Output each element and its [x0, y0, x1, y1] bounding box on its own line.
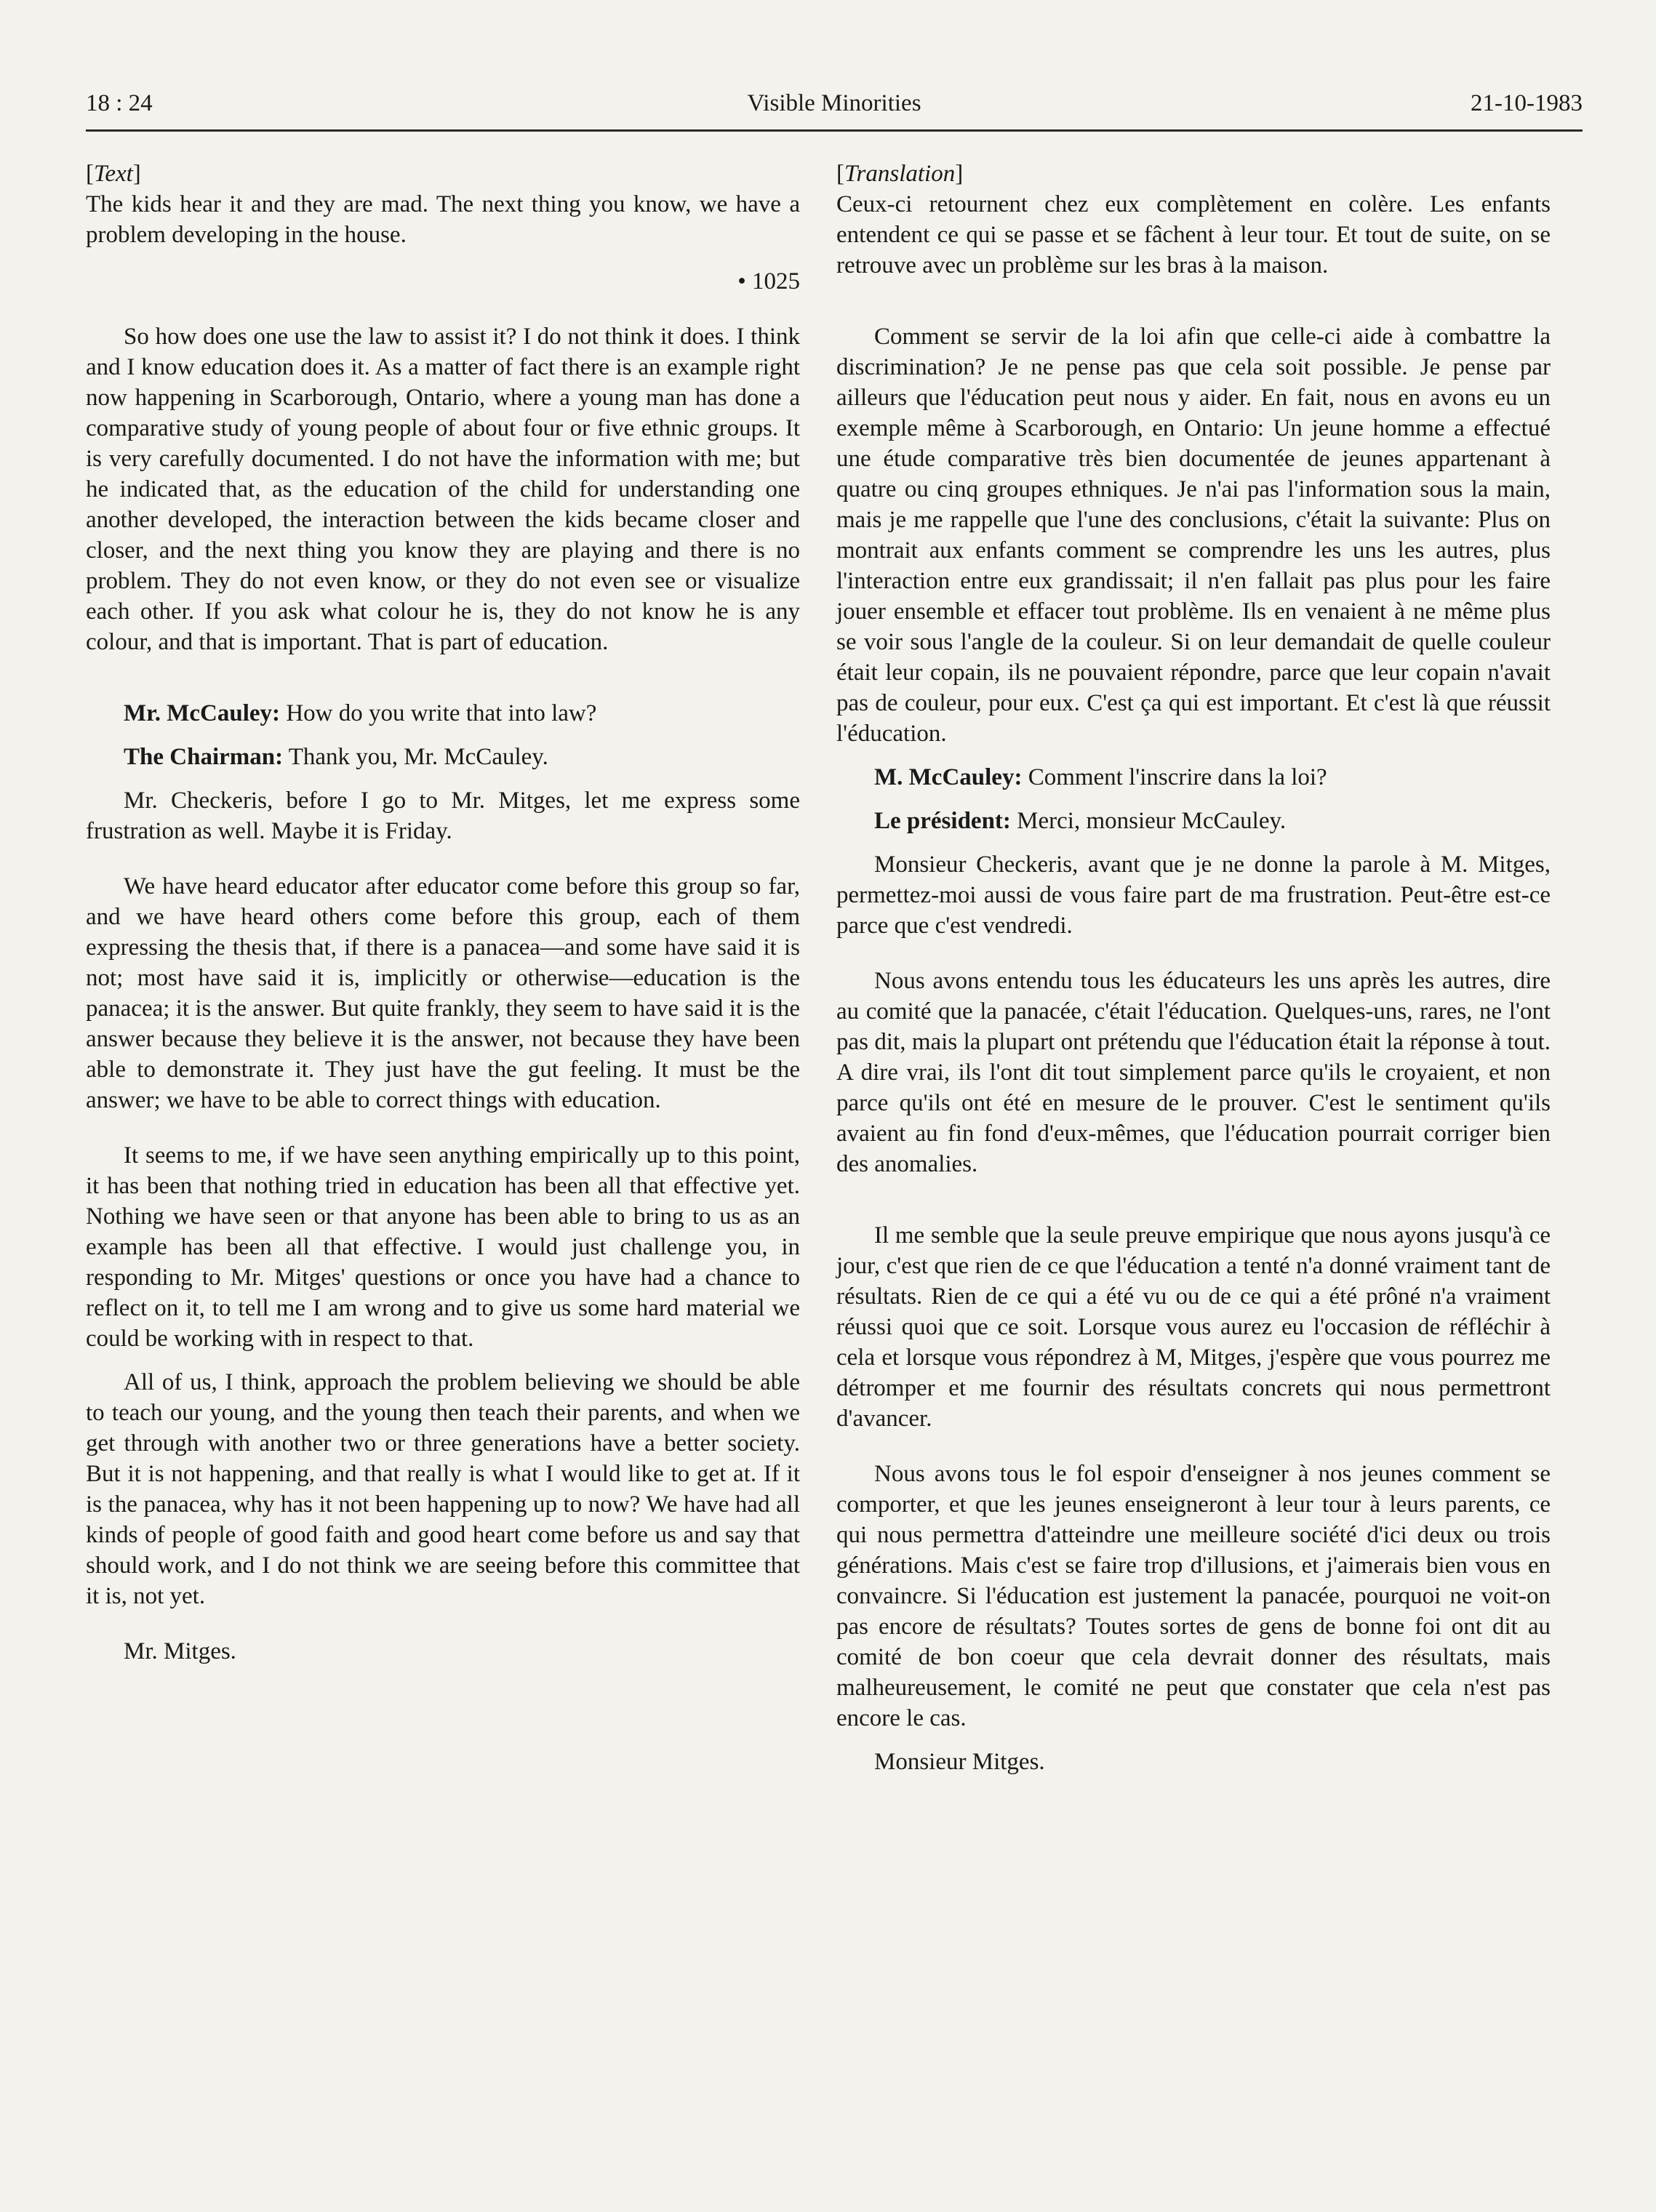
french-column: [836, 159, 1551, 1777]
paragraph: Mr. Checkeris, before I go to Mr. Mitges, let me express some frustration as well. Maybe it is Friday.: [86, 788, 800, 844]
english-column: [86, 159, 800, 1667]
speaker-name: Mr. McCauley:: [124, 700, 281, 726]
paragraph: Nous avons tous le fol espoir d'enseigner à nos jeunes comment se comporter, et que les jeunes enseigneront à leur tour à leurs parents, ce qui nous permettra d'atteindre une meilleure société d'ici deux ou trois générations. Mais c'est se faire trop d'illusions, et j'aimerais bien vous en convaincre. Si l'éducation est justement la panacée, pourquoi ne voit-on pas encore de résultats? Toutes sortes de gens de bonne foi ont dit au comité de bon coeur que cela devrait donner des résultats, mais malheureusement, le comité ne peut que constater que cela n'est pas encore le cas.: [836, 1461, 1551, 1731]
speaker-name: The Chairman:: [124, 744, 284, 770]
column-heading: [Translation]: [836, 161, 964, 187]
paragraph: We have heard educator after educator come before this group so far, and we have heard others come before this group, each of them expressing the thesis that, if there is a panacea—and some have said it is not; most have said it is, implicitly or otherwise—education is the panacea; it is the answer. But quite frankly, they seem to have said it is the answer because they believe it is the answer, not because they have been able to demonstrate it. They just have the gut feeling. It must be the answer; we have to be able to correct things with education.: [86, 873, 800, 1113]
page-date: 21-10-1983: [1471, 90, 1583, 116]
paragraph: Ceux-ci retournent chez eux complètement en colère. Les enfants entendent ce qui se passe et se fâchent à leur tour. Et tout de suite, on se retrouve avec un problème sur les bras à la maison.: [836, 191, 1551, 278]
page-header: [86, 87, 1583, 132]
paragraph: It seems to me, if we have seen anything empirically up to this point, it has been that nothing tried in education has been all that effective yet. Nothing we have seen or that anyone has been able to bring to us as an example has been all that effective. I would just challenge you, in responding to Mr. Mitges' questions or once you have had a chance to reflect on it, to tell me I am wrong and to give us some hard material we could be working with in respect to that.: [86, 1142, 800, 1352]
paragraph: The kids hear it and they are mad. The next thing you know, we have a problem developing in the house.: [86, 191, 800, 248]
speaker-line: Le président: Merci, monsieur McCauley.: [874, 808, 1287, 834]
speaker-line: Mr. McCauley: How do you write that into law?: [124, 700, 597, 726]
paragraph: Nous avons entendu tous les éducateurs les uns après les autres, dire au comité que la panacée, c'était l'éducation. Quelques-uns, rares, ne l'ont pas dit, mais la plupart ont prétendu que l'éducation était la réponse à tout. A dire vrai, ils l'ont dit tout simplement parce qu'ils le croyaient, et non parce qu'ils ont été en mesure de le prouver. C'est le sentiment qu'ils avaient au fin fond d'eux-mêmes, que l'éducation pourrait corriger bien des anomalies.: [836, 968, 1551, 1177]
paragraph: So how does one use the law to assist it? I do not think it does. I think and I know education does it. As a matter of fact there is an example right now happening in Scarborough, Ontario, where a young man has done a comparative study of young people of about four or five ethnic groups. It is very carefully documented. I do not have the information with me; but he indicated that, as the education of the child for understanding one another developed, the interaction between the kids became closer and closer, and the next thing you know they are playing and there is no problem. They do not even know, or they do not even see or visualize each other. If you ask what colour he is, they do not know he is any colour, and that is important. That is part of education.: [86, 324, 800, 655]
paragraph: Monsieur Mitges.: [874, 1749, 1045, 1775]
time-marker: • 1025: [737, 268, 800, 294]
paragraph: Mr. Mitges.: [124, 1638, 236, 1664]
paragraph: Monsieur Checkeris, avant que je ne donne la parole à M. Mitges, permettez-moi aussi de vous faire part de ma frustration. Peut-être est-ce parce que c'est vendredi.: [836, 851, 1551, 939]
column-heading: [Text]: [86, 161, 141, 187]
page-title: Visible Minorities: [747, 90, 921, 116]
speaker-line: M. McCauley: Comment l'inscrire dans la loi?: [874, 764, 1327, 790]
speaker-name: M. McCauley:: [874, 764, 1023, 790]
page-number: 18 : 24: [86, 90, 153, 116]
speaker-name: Le président:: [874, 808, 1011, 834]
paragraph: Comment se servir de la loi afin que celle-ci aide à combattre la discrimination? Je ne pense pas que cela soit possible. Je pense par ailleurs que l'éducation peut nous y aider. En fait, nous en avons eu un exemple même à Scarborough, en Ontario: Un jeune homme a effectué une étude comparative très bien documentée de jeunes appartenant à quatre ou cinq groupes ethniques. Je n'ai pas l'information sous la main, mais je me rappelle que l'une des conclusions, c'était la suivante: Plus on montrait aux enfants comment se comprendre les uns les autres, plus l'interaction entre eux grandissait; il n'en fallait pas plus pour les faire jouer ensemble et effacer tout problème. Ils en venaient à ne même plus se voir sous l'angle de la couleur. Si on leur demandait de quelle couleur était leur copain, ils ne pouvaient répondre, parce que leur copain n'avait pas de couleur, pour eux. C'est ça qui est important. Et c'est là que réussit l'éducation.: [836, 324, 1551, 747]
paragraph: All of us, I think, approach the problem believing we should be able to teach our young, and the young then teach their parents, and when we get through with another two or three generations have a better society. But it is not happening, and that really is what I would like to get at. If it is the panacea, why has it not been happening up to now? We have had all kinds of people of good faith and good heart come before us and say that should work, and I do not think we are seeing before this committee that it is, not yet.: [86, 1369, 800, 1609]
speaker-line: The Chairman: Thank you, Mr. McCauley.: [124, 744, 548, 770]
paragraph: Il me semble que la seule preuve empirique que nous ayons jusqu'à ce jour, c'est que rien de ce que l'éducation a tenté n'a donné vraiment tant de résultats. Rien de ce qui a été vu ou de ce qui a été prôné n'a vraiment réussi quoi que ce soit. Lorsque vous aurez eu l'occasion de réfléchir à cela et lorsque vous répondrez à M, Mitges, j'espère que vous pourrez me détromper et me fournir des résultats concrets qui nous permettront d'avancer.: [836, 1222, 1551, 1432]
